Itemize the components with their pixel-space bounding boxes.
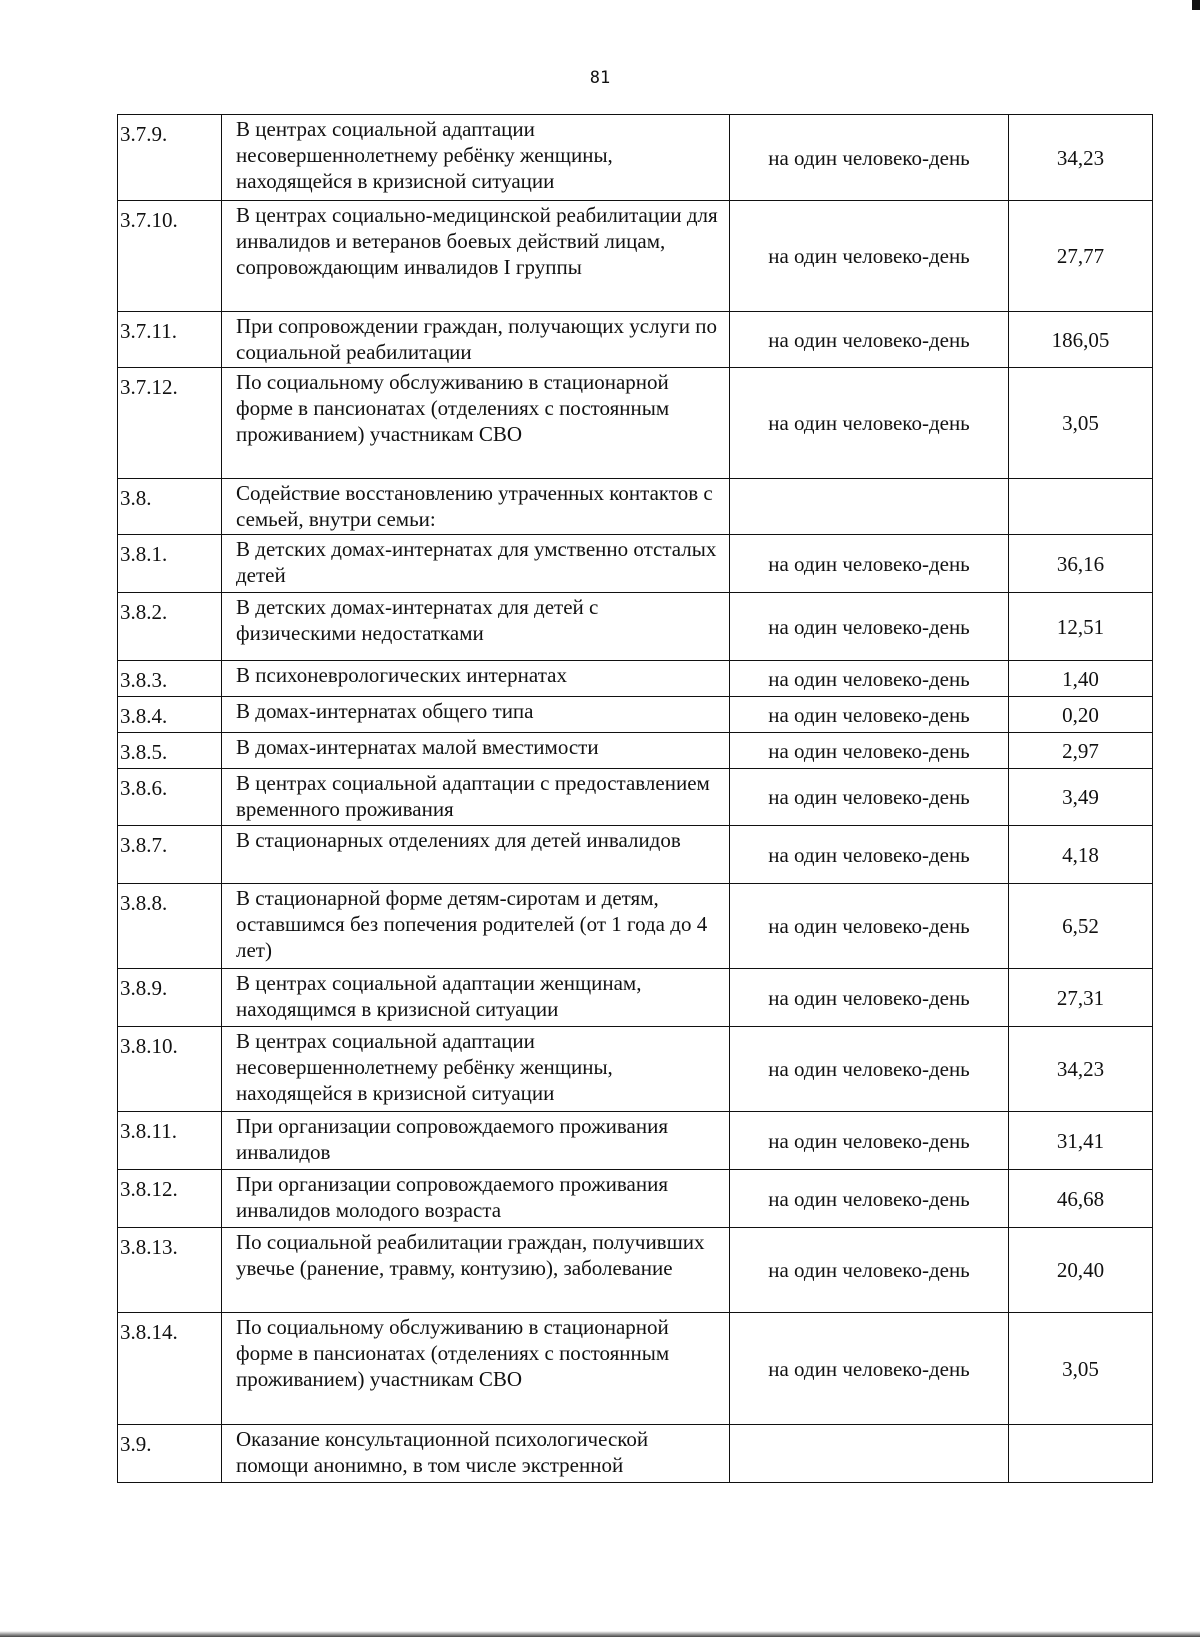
row-description: Содействие восстановлению утраченных контактов с семьей, внутри семьи: (222, 479, 730, 535)
row-number: 3.7.12. (118, 368, 222, 479)
row-unit: на один человеко-день (730, 1313, 1009, 1425)
row-description: В домах-интернатах общего типа (222, 697, 730, 733)
row-value: 3,05 (1009, 1313, 1153, 1425)
row-number: 3.8.13. (118, 1228, 222, 1313)
table-row (118, 1425, 1153, 1483)
row-unit: на один человеко-день (730, 535, 1009, 593)
row-description: При организации сопровождаемого проживания инвалидов (222, 1112, 730, 1170)
row-description: В домах-интернатах малой вместимости (222, 733, 730, 769)
row-description: По социальному обслуживанию в стационарной форме в пансионатах (отделениях с постоянным проживанием) участникам СВО (222, 1313, 730, 1425)
table-row (118, 1027, 1153, 1112)
row-value: 34,23 (1009, 115, 1153, 201)
scan-corner-mark (1192, 0, 1200, 10)
row-description: Оказание консультационной психологической помощи анонимно, в том числе экстренной (222, 1425, 730, 1483)
row-number: 3.8.8. (118, 884, 222, 969)
row-number: 3.8.6. (118, 769, 222, 826)
row-value (1009, 1425, 1153, 1483)
row-value: 2,97 (1009, 733, 1153, 769)
row-number: 3.8.2. (118, 593, 222, 661)
row-number: 3.8.1. (118, 535, 222, 593)
table-row (118, 1170, 1153, 1228)
row-number: 3.8. (118, 479, 222, 535)
row-unit: на один человеко-день (730, 312, 1009, 368)
table-row (118, 312, 1153, 368)
row-description: В детских домах-интернатах для детей с физическими недостатками (222, 593, 730, 661)
row-description: В центрах социальной адаптации с предоставлением временного проживания (222, 769, 730, 826)
table-row (118, 1228, 1153, 1313)
row-value: 12,51 (1009, 593, 1153, 661)
table-row (118, 593, 1153, 661)
row-description: В центрах социальной адаптации женщинам, находящимся в кризисной ситуации (222, 969, 730, 1027)
row-unit: на один человеко-день (730, 115, 1009, 201)
row-unit (730, 1425, 1009, 1483)
row-value: 1,40 (1009, 661, 1153, 697)
table-row (118, 769, 1153, 826)
row-description: По социальной реабилитации граждан, получивших увечье (ранение, травму, контузию), заболевание (222, 1228, 730, 1313)
row-number: 3.8.7. (118, 826, 222, 884)
row-unit: на один человеко-день (730, 1112, 1009, 1170)
row-description: В стационарных отделениях для детей инвалидов (222, 826, 730, 884)
table-row (118, 661, 1153, 697)
row-value: 186,05 (1009, 312, 1153, 368)
row-value (1009, 479, 1153, 535)
row-description: В центрах социальной адаптации несовершеннолетнему ребёнку женщины, находящейся в кризисной ситуации (222, 115, 730, 201)
table-row (118, 535, 1153, 593)
row-number: 3.7.11. (118, 312, 222, 368)
row-unit: на один человеко-день (730, 697, 1009, 733)
row-unit: на один человеко-день (730, 1027, 1009, 1112)
scan-bottom-edge (0, 1631, 1200, 1637)
row-value: 27,31 (1009, 969, 1153, 1027)
row-description: В стационарной форме детям-сиротам и детям, оставшимся без попечения родителей (от 1 года до 4 лет) (222, 884, 730, 969)
table-row (118, 733, 1153, 769)
row-value: 20,40 (1009, 1228, 1153, 1313)
row-value: 6,52 (1009, 884, 1153, 969)
row-number: 3.8.12. (118, 1170, 222, 1228)
row-description: В детских домах-интернатах для умственно отсталых детей (222, 535, 730, 593)
table-row (118, 368, 1153, 479)
row-number: 3.8.3. (118, 661, 222, 697)
row-number: 3.8.11. (118, 1112, 222, 1170)
row-number: 3.7.9. (118, 115, 222, 201)
row-number: 3.8.14. (118, 1313, 222, 1425)
tariff-table (117, 114, 1153, 1483)
row-value: 27,77 (1009, 201, 1153, 312)
row-description: В психоневрологических интернатах (222, 661, 730, 697)
row-number: 3.8.5. (118, 733, 222, 769)
table-row (118, 201, 1153, 312)
row-number: 3.8.10. (118, 1027, 222, 1112)
row-unit: на один человеко-день (730, 884, 1009, 969)
row-value: 3,05 (1009, 368, 1153, 479)
row-value: 46,68 (1009, 1170, 1153, 1228)
row-unit: на один человеко-день (730, 826, 1009, 884)
row-number: 3.7.10. (118, 201, 222, 312)
row-unit (730, 479, 1009, 535)
row-unit: на один человеко-день (730, 1228, 1009, 1313)
row-unit: на один человеко-день (730, 969, 1009, 1027)
row-description: По социальному обслуживанию в стационарной форме в пансионатах (отделениях с постоянным проживанием) участникам СВО (222, 368, 730, 479)
table-row (118, 115, 1153, 201)
table-row (118, 826, 1153, 884)
row-number: 3.8.4. (118, 697, 222, 733)
row-value: 4,18 (1009, 826, 1153, 884)
table-row (118, 479, 1153, 535)
row-value: 3,49 (1009, 769, 1153, 826)
row-value: 36,16 (1009, 535, 1153, 593)
row-unit: на один человеко-день (730, 661, 1009, 697)
table-row (118, 1313, 1153, 1425)
row-value: 34,23 (1009, 1027, 1153, 1112)
row-unit: на один человеко-день (730, 769, 1009, 826)
row-number: 3.9. (118, 1425, 222, 1483)
row-number: 3.8.9. (118, 969, 222, 1027)
row-description: При организации сопровождаемого проживания инвалидов молодого возраста (222, 1170, 730, 1228)
row-value: 31,41 (1009, 1112, 1153, 1170)
row-unit: на один человеко-день (730, 201, 1009, 312)
row-description: При сопровождении граждан, получающих услуги по социальной реабилитации (222, 312, 730, 368)
row-description: В центрах социальной адаптации несовершеннолетнему ребёнку женщины, находящейся в кризисной ситуации (222, 1027, 730, 1112)
table-row (118, 697, 1153, 733)
row-unit: на один человеко-день (730, 733, 1009, 769)
page-number: 81 (589, 68, 611, 88)
table-row (118, 1112, 1153, 1170)
table-row (118, 884, 1153, 969)
table-row (118, 969, 1153, 1027)
row-unit: на один человеко-день (730, 593, 1009, 661)
row-value: 0,20 (1009, 697, 1153, 733)
row-unit: на один человеко-день (730, 368, 1009, 479)
row-description: В центрах социально-медицинской реабилитации для инвалидов и ветеранов боевых действий лицам, сопровождающим инвалидов I группы (222, 201, 730, 312)
row-unit: на один человеко-день (730, 1170, 1009, 1228)
